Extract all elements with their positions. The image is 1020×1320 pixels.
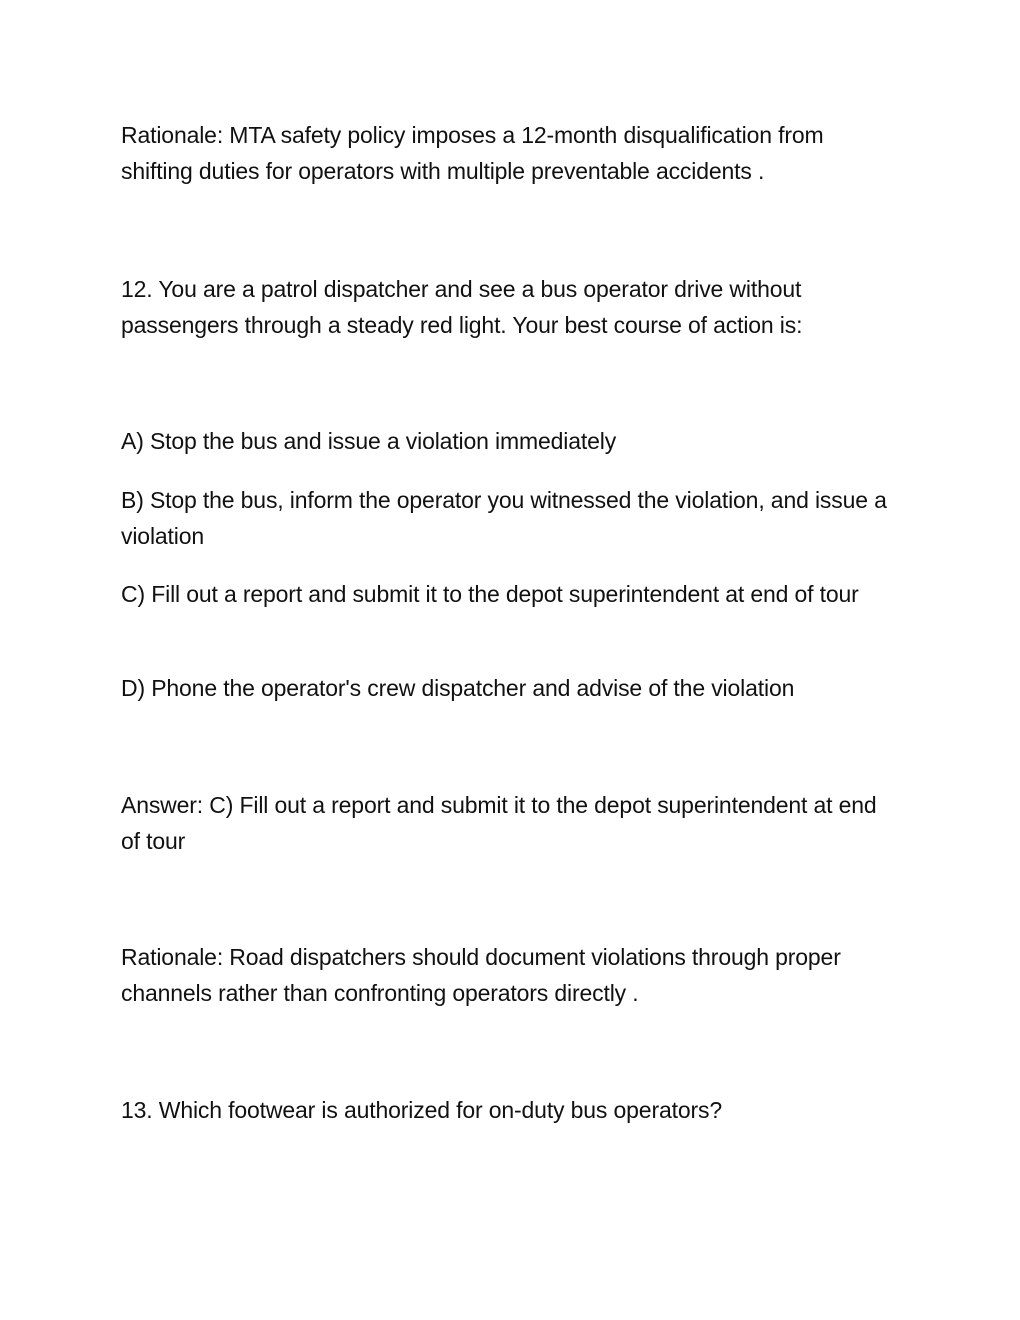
question-12-text: 12. You are a patrol dispatcher and see a bus operator drive without passengers through a steady red light. Your best course of action is:: [121, 276, 803, 338]
question-13-text: 13. Which footwear is authorized for on-duty bus operators?: [121, 1097, 722, 1123]
rationale-paragraph: Rationale: MTA safety policy imposes a 12-month disqualification from shifting duties for operators with multiple preventable accidents .: [121, 122, 824, 184]
answer-paragraph: Answer: C) Fill out a report and submit it to the depot superintendent at end of tour: [121, 792, 877, 854]
option-c: C) Fill out a report and submit it to the depot superintendent at end of tour: [121, 581, 859, 607]
option-b: B) Stop the bus, inform the operator you witnessed the violation, and issue a violation: [121, 487, 887, 549]
option-a: A) Stop the bus and issue a violation immediately: [121, 428, 617, 454]
option-d: D) Phone the operator's crew dispatcher and advise of the violation: [121, 675, 795, 701]
rationale-paragraph: Rationale: Road dispatchers should document violations through proper channels rather than confronting operators directly .: [121, 944, 841, 1006]
